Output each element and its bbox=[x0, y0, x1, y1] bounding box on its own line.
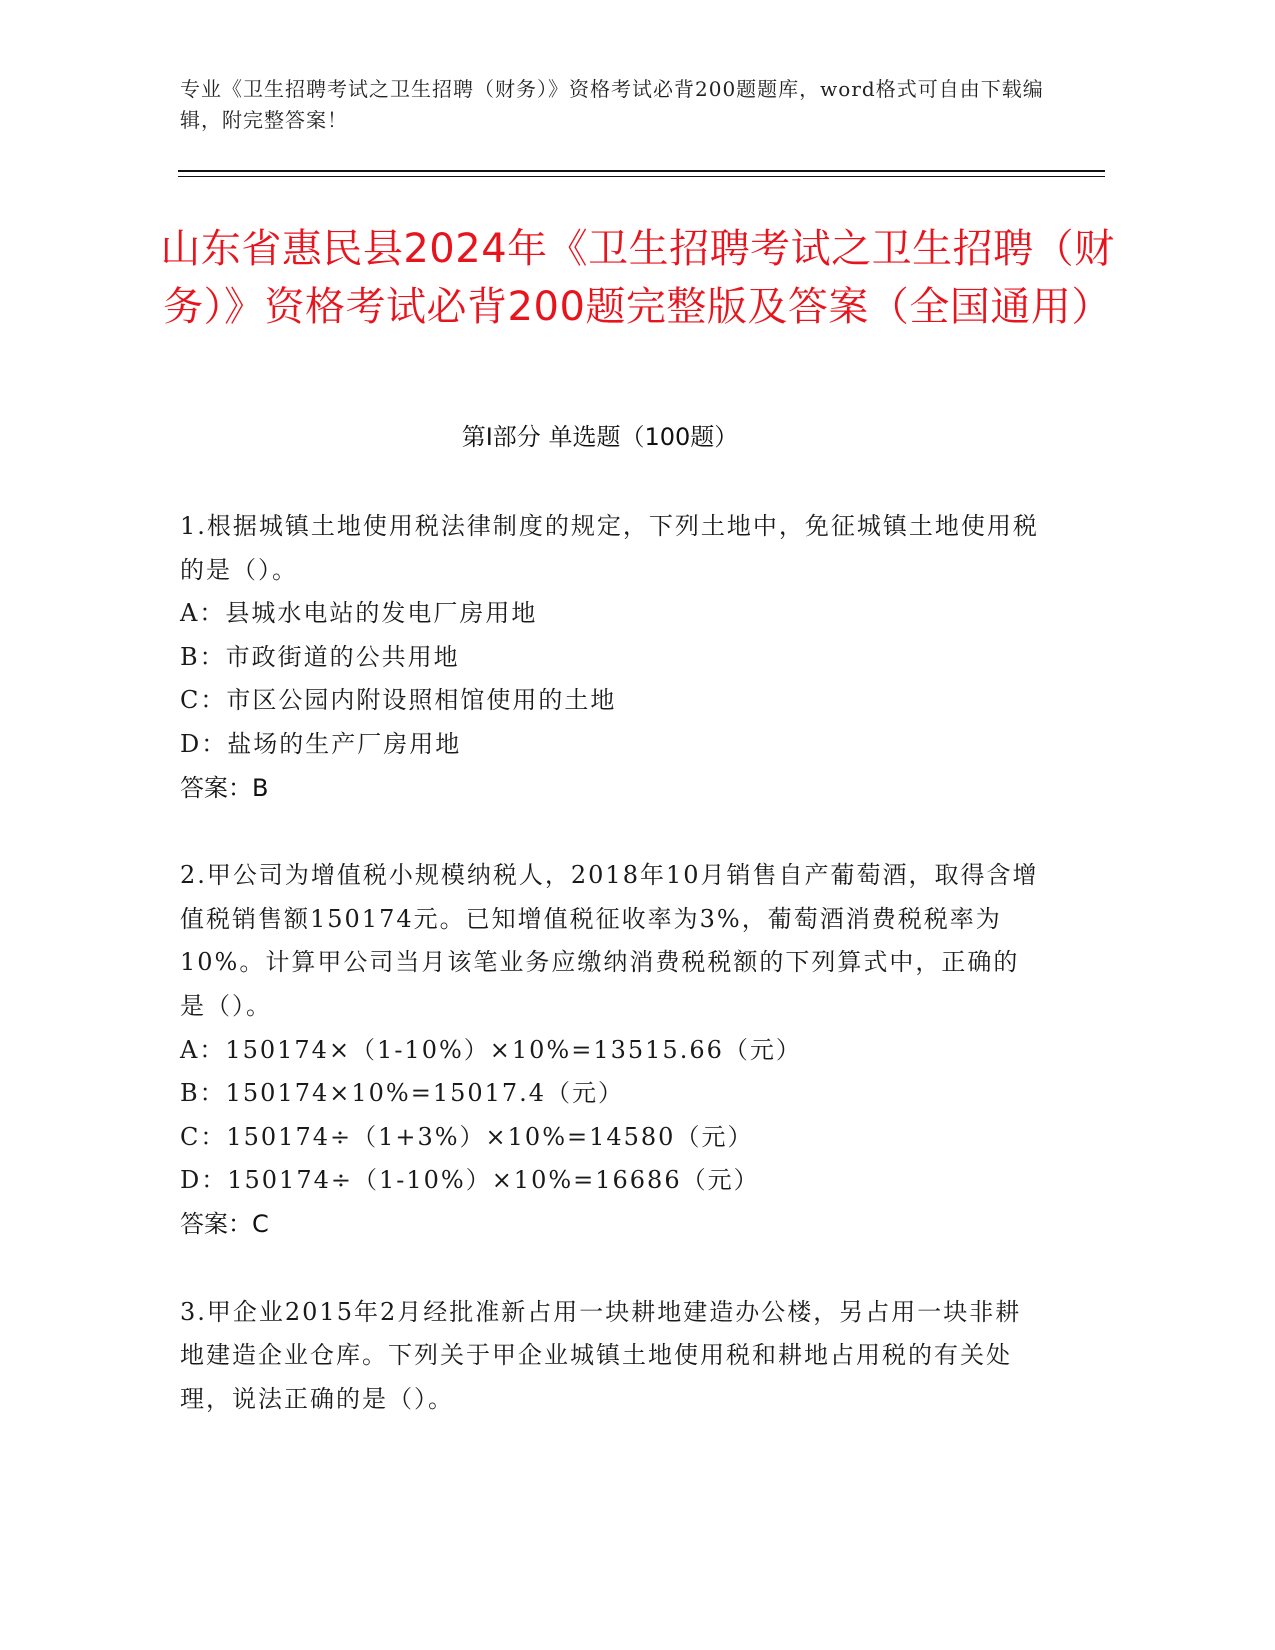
header-divider bbox=[178, 170, 1105, 172]
answer-label: 答案：C bbox=[180, 1209, 269, 1238]
question-stem: 1.根据城镇土地使用税法律制度的规定，下列土地中，免征城镇土地使用税的是（）。 bbox=[180, 512, 1039, 584]
question-list bbox=[180, 505, 1040, 1465]
option-b: B：市政街道的公共用地 bbox=[180, 642, 460, 671]
section-heading: 第Ⅰ部分 单选题（100题） bbox=[461, 423, 739, 451]
option-a: A：县城水电站的发电厂房用地 bbox=[180, 599, 538, 628]
question-1 bbox=[180, 505, 1040, 810]
question-3 bbox=[180, 1291, 1040, 1422]
question-2 bbox=[180, 854, 1040, 1246]
header-divider-thin bbox=[178, 176, 1105, 177]
option-d: D：150174÷（1-10%）×10%=16686（元） bbox=[180, 1166, 760, 1195]
option-c: C：150174÷（1+3%）×10%=14580（元） bbox=[180, 1122, 754, 1151]
option-b: B：150174×10%=15017.4（元） bbox=[180, 1079, 625, 1108]
answer-label: 答案：B bbox=[180, 773, 269, 802]
header-note: 专业《卫生招聘考试之卫生招聘（财务）》资格考试必背200题题库，word格式可自由下载编辑，附完整答案！ bbox=[180, 77, 1044, 132]
option-c: C：市区公园内附设照相馆使用的土地 bbox=[180, 686, 617, 715]
question-stem: 2.甲公司为增值税小规模纳税人，2018年10月销售自产葡萄酒，取得含增值税销售额150174元。已知增值税征收率为3%，葡萄酒消费税税率为10%。计算甲公司当月该笔业务应缴纳消费税税额的下列算式中，正确的是（）。 bbox=[180, 861, 1039, 1020]
option-a: A：150174×（1-10%）×10%=13515.66（元） bbox=[180, 1035, 802, 1064]
question-stem: 3.甲企业2015年2月经批准新占用一块耕地建造办公楼，另占用一块非耕地建造企业仓库。下列关于甲企业城镇土地使用税和耕地占用税的有关处理，说法正确的是（）。 bbox=[180, 1297, 1022, 1413]
option-d: D：盐场的生产厂房用地 bbox=[180, 729, 462, 758]
document-title: 山东省惠民县2024年《卫生招聘考试之卫生招聘（财务）》资格考试必背200题完整版及答案（全国通用） bbox=[160, 226, 1115, 330]
